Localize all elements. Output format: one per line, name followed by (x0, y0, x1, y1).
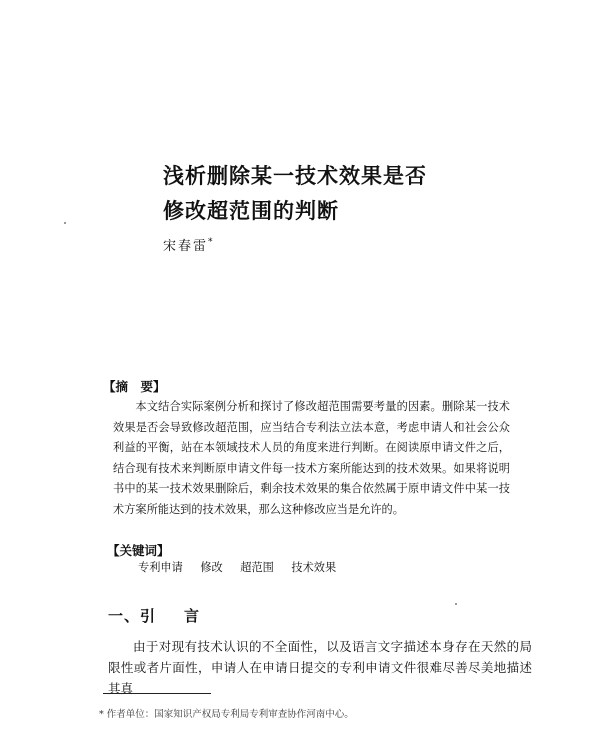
scan-speck (64, 222, 66, 224)
abstract-label: 【摘 要】 (103, 379, 166, 394)
section-title-part-1: 引 (140, 607, 157, 625)
author-name: 宋春雷 (163, 239, 209, 254)
footnote: * 作者单位：国家知识产权局专利局专利审查协作河南中心。 (99, 709, 354, 720)
keyword: 修改 (200, 561, 223, 574)
section-heading (108, 605, 200, 626)
keyword: 超范围 (240, 561, 274, 574)
scan-speck (455, 603, 457, 605)
title-line-2: 修改超范围的判断 (163, 199, 339, 223)
title-line-1: 浅析删除某一技术效果是否 (163, 164, 427, 188)
section-number: 一、 (108, 607, 141, 625)
section-title-part-2: 言 (184, 607, 201, 625)
keywords-list (138, 559, 350, 575)
keyword: 专利申请 (138, 561, 183, 574)
keywords-label: 【关键词】 (107, 543, 170, 558)
footnote-divider (103, 693, 211, 694)
abstract-text: 本文结合实际案例分析和探讨了修改超范围需要考量的因素。删除某一技术效果是否会导致修改超范围，应当结合专利法立法本意，考虑申请人和社会公众利益的平衡，站在本领域技术人员的角度来进行判断。在阅读原申请文件之后，结合现有技术来判断原申请文件每一技术方案所能达到的技术效果。如果将说明书中的某一技术效果删除后，剩余技术效果的集合依然属于原申请文件中某一技术方案所能达到的技术效果，那么这种修改应当是允许的。 (113, 400, 510, 516)
author (163, 235, 215, 254)
keyword: 技术效果 (291, 561, 337, 574)
intro-paragraph: 由于对现有技术认识的不全面性，以及语言文字描述本身存在天然的局限性或者片面性，申请人在申请日提交的专利申请文件很难尽善尽美地描述其真 (108, 639, 532, 696)
author-footnote-marker: * (208, 237, 215, 248)
